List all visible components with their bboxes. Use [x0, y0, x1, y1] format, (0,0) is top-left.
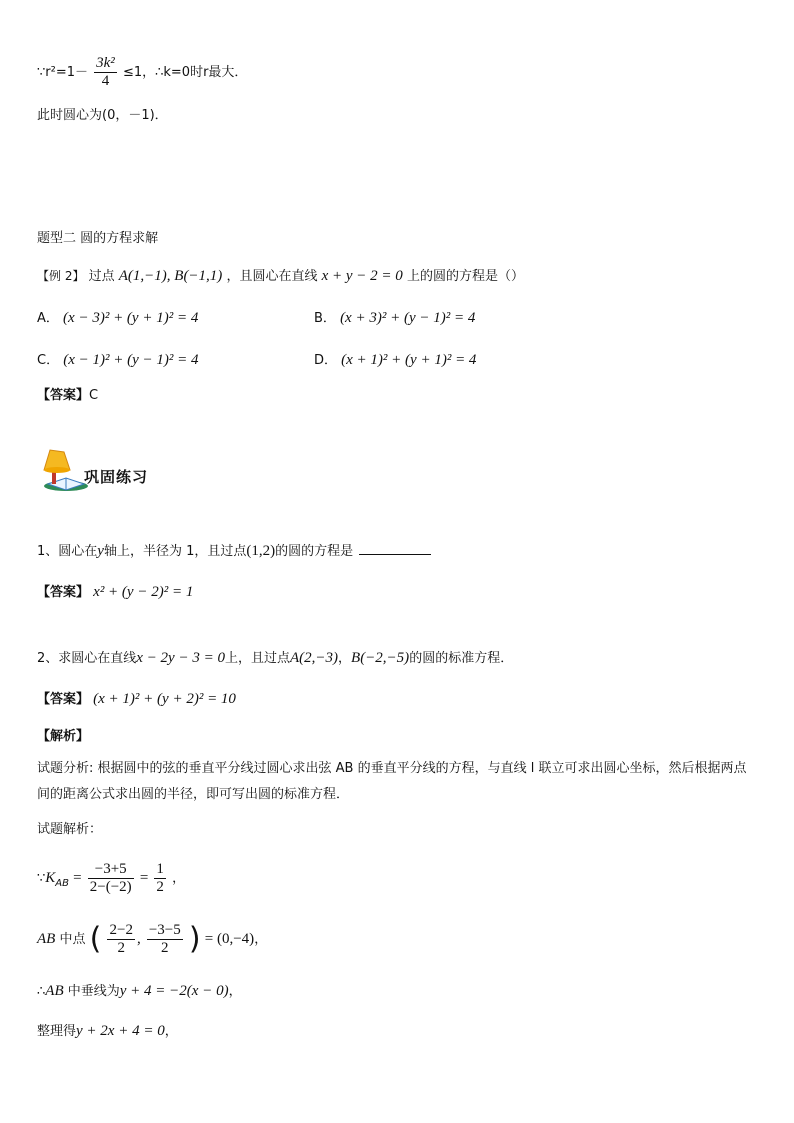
option-c	[37, 350, 199, 371]
q1-answer-label: 【答案】	[37, 585, 90, 600]
example-points: A(1,−1), B(−1,1)	[118, 268, 223, 284]
example-text-1: 过点	[88, 269, 115, 284]
slope-fraction	[88, 861, 134, 896]
option-d	[314, 350, 476, 371]
example-line-equation: x + y − 2 = 0	[321, 268, 403, 284]
simplified-equation: y + 2x + 4 = 0	[76, 1023, 165, 1039]
slope-subscript: AB	[55, 878, 69, 889]
midpoint-x-fraction	[107, 922, 134, 957]
perp-line-end: ，	[228, 984, 242, 999]
slope-symbol: K	[45, 870, 56, 886]
q2-answer-label: 【答案】	[37, 692, 90, 707]
q2-separator: ，	[338, 651, 352, 666]
q1-point: (1,2)	[246, 543, 276, 559]
midpoint-y-fraction	[147, 922, 183, 957]
analysis-text: 试题分析: 根据圆中的弦的垂直平分线过圆心求出弦 AB 的垂直平分线的方程，与直线 l 联立可求出圆心坐标，然后根据两点间的距离公式求出圆的半径，即可写出圆的标准方程．	[37, 761, 747, 802]
question-1-answer	[37, 582, 193, 603]
fraction-denominator: 4	[101, 73, 110, 89]
option-b-equation: (x + 3)² + (y − 1)² = 4	[340, 310, 476, 326]
q1-answer-blank[interactable]	[359, 540, 431, 555]
r-squared-line	[37, 55, 247, 90]
q2-line-equation: x − 2y − 3 = 0	[136, 650, 225, 666]
r-squared-prefix: ∵r²=1－	[37, 65, 88, 80]
r-squared-fraction	[94, 55, 117, 90]
analysis-label	[37, 727, 89, 747]
slope-numerator: −3+5	[88, 861, 134, 879]
q1-axis: y	[97, 543, 104, 559]
question-1	[37, 540, 431, 562]
perp-equation: y + 4 = −2(x − 0)	[119, 983, 229, 999]
simplified-line-end: ，	[164, 1024, 178, 1039]
option-a-label: A．	[37, 311, 59, 326]
fraction-numerator: 3k²	[96, 55, 115, 71]
q1-text-3: 的圆的方程是	[275, 544, 354, 559]
question-2-answer	[37, 689, 236, 710]
left-paren: (	[89, 921, 102, 957]
slope-line-end: ，	[172, 871, 186, 886]
option-b-label: B．	[314, 311, 336, 326]
midpoint-result: = (0,−4)	[204, 931, 255, 947]
option-d-equation: (x + 1)² + (y + 1)² = 4	[341, 352, 477, 368]
midpoint-x-denominator: 2	[117, 940, 125, 956]
midpoint-line-end: ，	[254, 932, 268, 947]
midpoint-ab: AB	[37, 931, 56, 947]
slope-result-fraction	[154, 861, 166, 896]
practice-banner-title: 巩固练习	[84, 468, 149, 486]
q1-text-1: 1、圆心在	[37, 544, 98, 559]
r-squared-suffix: ≤1，∴k=0时r最大．	[122, 65, 248, 80]
slope-denominator: 2−(−2)	[89, 879, 132, 895]
perpendicular-bisector-line	[37, 981, 242, 1002]
solution-label: 试题解析：	[37, 822, 103, 837]
example-label: 【例 2】	[37, 269, 85, 283]
option-d-label: D．	[314, 353, 338, 368]
q2-answer-equation: (x + 1)² + (y + 2)² = 10	[93, 691, 236, 707]
simplified-line	[37, 1021, 178, 1042]
example-text-2: ，且圆心在直线	[226, 269, 318, 284]
therefore-symbol: ∴	[37, 984, 46, 999]
option-a	[37, 308, 198, 329]
analysis-label-text: 【解析】	[37, 729, 90, 744]
type2-heading: 题型二 圆的方程求解	[37, 231, 159, 246]
q1-answer-equation: x² + (y − 2)² = 1	[93, 584, 194, 600]
answer-label: 【答案】	[37, 388, 90, 403]
answer-value: C	[89, 388, 99, 403]
midpoint-comma: ,	[136, 931, 141, 947]
simplified-label: 整理得	[37, 1024, 77, 1039]
equals-sign-2: =	[139, 870, 149, 886]
slope-result-denominator: 2	[156, 879, 164, 895]
perp-label: 中垂线为	[67, 984, 120, 999]
option-b	[314, 308, 475, 329]
option-c-equation: (x − 1)² + (y − 1)² = 4	[63, 352, 199, 368]
option-a-equation: (x − 3)² + (y + 1)² = 4	[63, 310, 199, 326]
example-text-3: 上的圆的方程是（）	[406, 269, 524, 284]
center-result-line: 此时圆心为(0，－1)．	[37, 108, 168, 123]
equals-sign: =	[73, 870, 82, 886]
q2-text-1: 2、求圆心在直线	[37, 651, 137, 666]
q1-text-2: 轴上，半径为 1，且过点	[103, 544, 247, 559]
example-2-answer	[37, 386, 98, 406]
lamp-book-icon	[40, 446, 90, 492]
midpoint-x-numerator: 2−2	[109, 922, 133, 938]
q2-point-b: B(−2,−5)	[351, 650, 410, 666]
perp-ab: AB	[45, 983, 64, 999]
midpoint-y-denominator: 2	[161, 940, 169, 956]
question-2	[37, 648, 513, 669]
because-symbol: ∵	[37, 871, 46, 886]
midpoint-label: 中点	[59, 932, 86, 947]
q2-point-a: A(2,−3)	[289, 650, 339, 666]
midpoint-line	[37, 916, 267, 963]
q2-text-3: 的圆的标准方程．	[409, 651, 514, 666]
example-2-question	[37, 266, 524, 287]
q2-text-2: 上，且过点	[224, 651, 290, 666]
midpoint-y-numerator: −3−5	[148, 922, 181, 938]
option-c-label: C．	[37, 353, 60, 368]
slope-line	[37, 858, 185, 904]
right-paren: )	[188, 921, 201, 957]
slope-result-numerator: 1	[156, 861, 164, 877]
